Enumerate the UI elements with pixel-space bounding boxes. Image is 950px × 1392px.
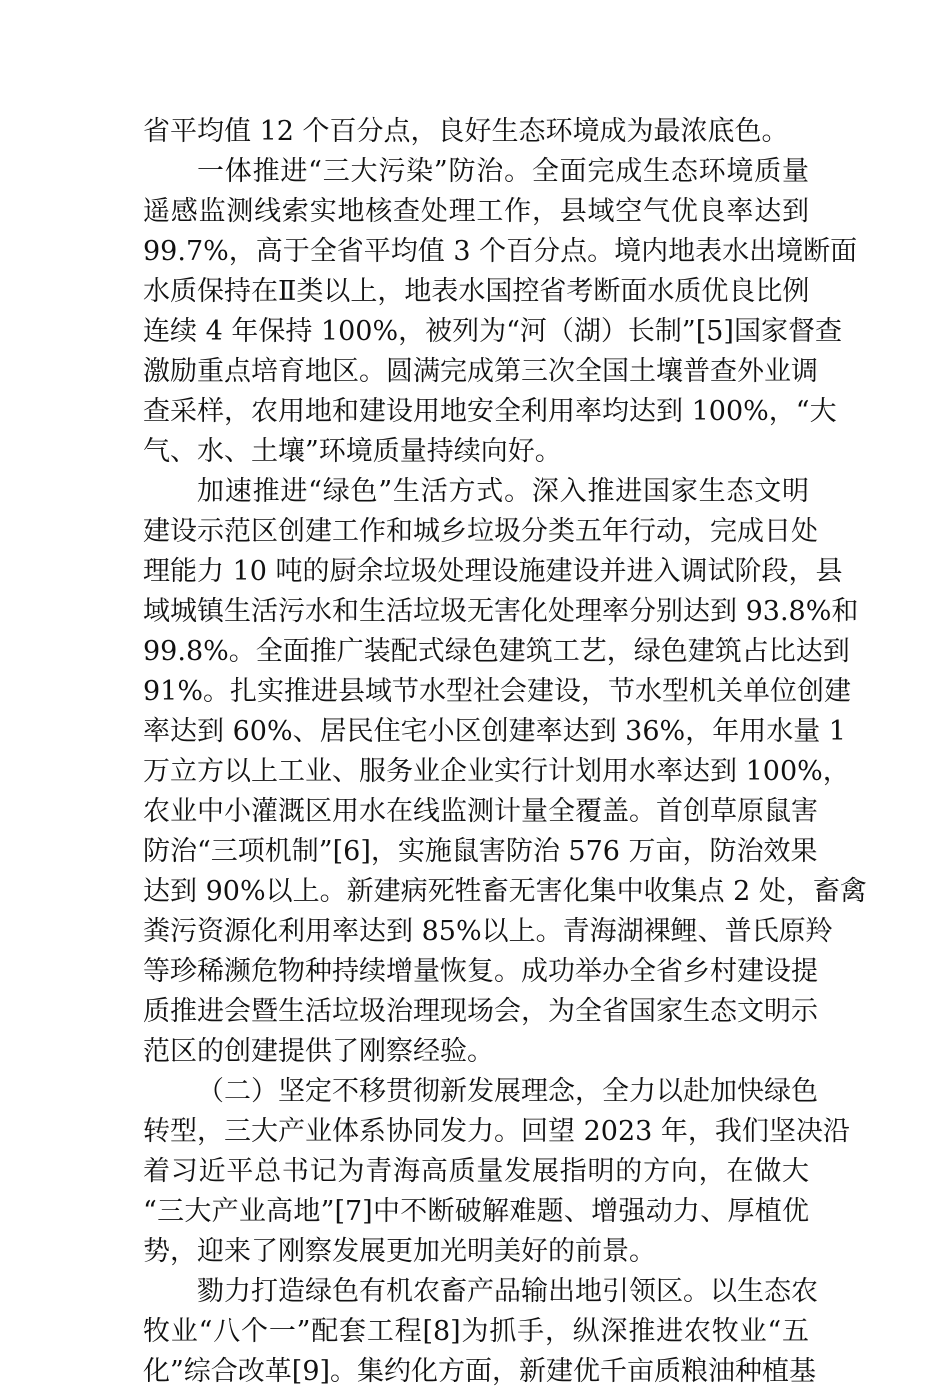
paragraph — [143, 1072, 850, 1272]
text-line: （二）坚定不移贯彻新发展理念，全力以赴加快绿色 — [197, 1076, 818, 1107]
text-line: 转型，三大产业体系协同发力。回望 2023 年，我们坚决沿 — [143, 1116, 850, 1147]
text-line: 化”综合改革[9]。集约化方面，新建优千亩质粮油种植基 — [143, 1356, 817, 1387]
text-line: 激励重点培育地区。圆满完成第三次全国土壤普查外业调 — [143, 356, 818, 387]
text-line: 牧业“八个一”配套工程[8]为抓手，纵深推进农牧业“五 — [143, 1316, 809, 1347]
text-line: 万立方以上工业、服务业企业实行计划用水率达到 100%， — [143, 756, 850, 787]
text-line: 99.7%，高于全省平均值 3 个百分点。境内地表水出境断面 — [143, 236, 858, 267]
paragraph — [143, 112, 809, 152]
text-line: 粪污资源化利用率达到 85%以上。青海湖裸鲤、普氏原羚 — [143, 916, 833, 947]
text-line: 勠力打造绿色有机农畜产品输出地引领区。以生态农 — [197, 1276, 818, 1307]
text-line: 遥感监测线索实地核查处理工作，县域空气优良率达到 — [143, 196, 809, 227]
paragraph — [143, 472, 867, 1072]
document-page — [143, 112, 867, 1392]
text-line: 查采样，农用地和建设用地安全利用率均达到 100%，“大 — [143, 396, 837, 427]
text-line: 等珍稀濒危物种持续增量恢复。成功举办全省乡村建设提 — [143, 956, 818, 987]
text-line: 农业中小灌溉区用水在线监测计量全覆盖。首创草原鼠害 — [143, 796, 818, 827]
text-line: 气、水、土壤”环境质量持续向好。 — [143, 436, 562, 467]
text-line: “三大产业高地”[7]中不断破解难题、增强动力、厚植优 — [143, 1196, 809, 1227]
text-line: 省平均值 12 个百分点，良好生态环境成为最浓底色。 — [143, 116, 789, 147]
text-line: 一体推进“三大污染”防治。全面完成生态环境质量 — [197, 156, 809, 187]
text-line: 建设示范区创建工作和城乡垃圾分类五年行动，完成日处 — [143, 516, 818, 547]
paragraph — [143, 152, 858, 472]
text-line: 着习近平总书记为青海高质量发展指明的方向，在做大 — [143, 1156, 809, 1187]
text-line: 理能力 10 吨的厨余垃圾处理设施建设并进入调试阶段，县 — [143, 556, 843, 587]
text-line: 91%。扎实推进县域节水型社会建设，节水型机关单位创建 — [143, 676, 852, 707]
text-line: 连续 4 年保持 100%，被列为“河（湖）长制”[5]国家督查 — [143, 316, 842, 347]
text-line: 达到 90%以上。新建病死牲畜无害化集中收集点 2 处，畜禽 — [143, 876, 867, 907]
text-line: 势，迎来了刚察发展更加光明美好的前景。 — [143, 1236, 656, 1267]
text-line: 域城镇生活污水和生活垃圾无害化处理率分别达到 93.8%和 — [143, 596, 859, 627]
text-line: 水质保持在Ⅱ类以上，地表水国控省考断面水质优良比例 — [143, 276, 810, 307]
text-line: 99.8%。全面推广装配式绿色建筑工艺，绿色建筑占比达到 — [143, 636, 850, 667]
text-line: 范区的创建提供了刚察经验。 — [143, 1036, 494, 1067]
text-line: 率达到 60%、居民住宅小区创建率达到 36%，年用水量 1 — [143, 716, 846, 747]
text-line: 质推进会暨生活垃圾治理现场会，为全省国家生态文明示 — [143, 996, 818, 1027]
text-line: 加速推进“绿色”生活方式。深入推进国家生态文明 — [197, 476, 809, 507]
paragraph — [143, 1272, 818, 1392]
text-line: 防治“三项机制”[6]，实施鼠害防治 576 万亩，防治效果 — [143, 836, 818, 867]
